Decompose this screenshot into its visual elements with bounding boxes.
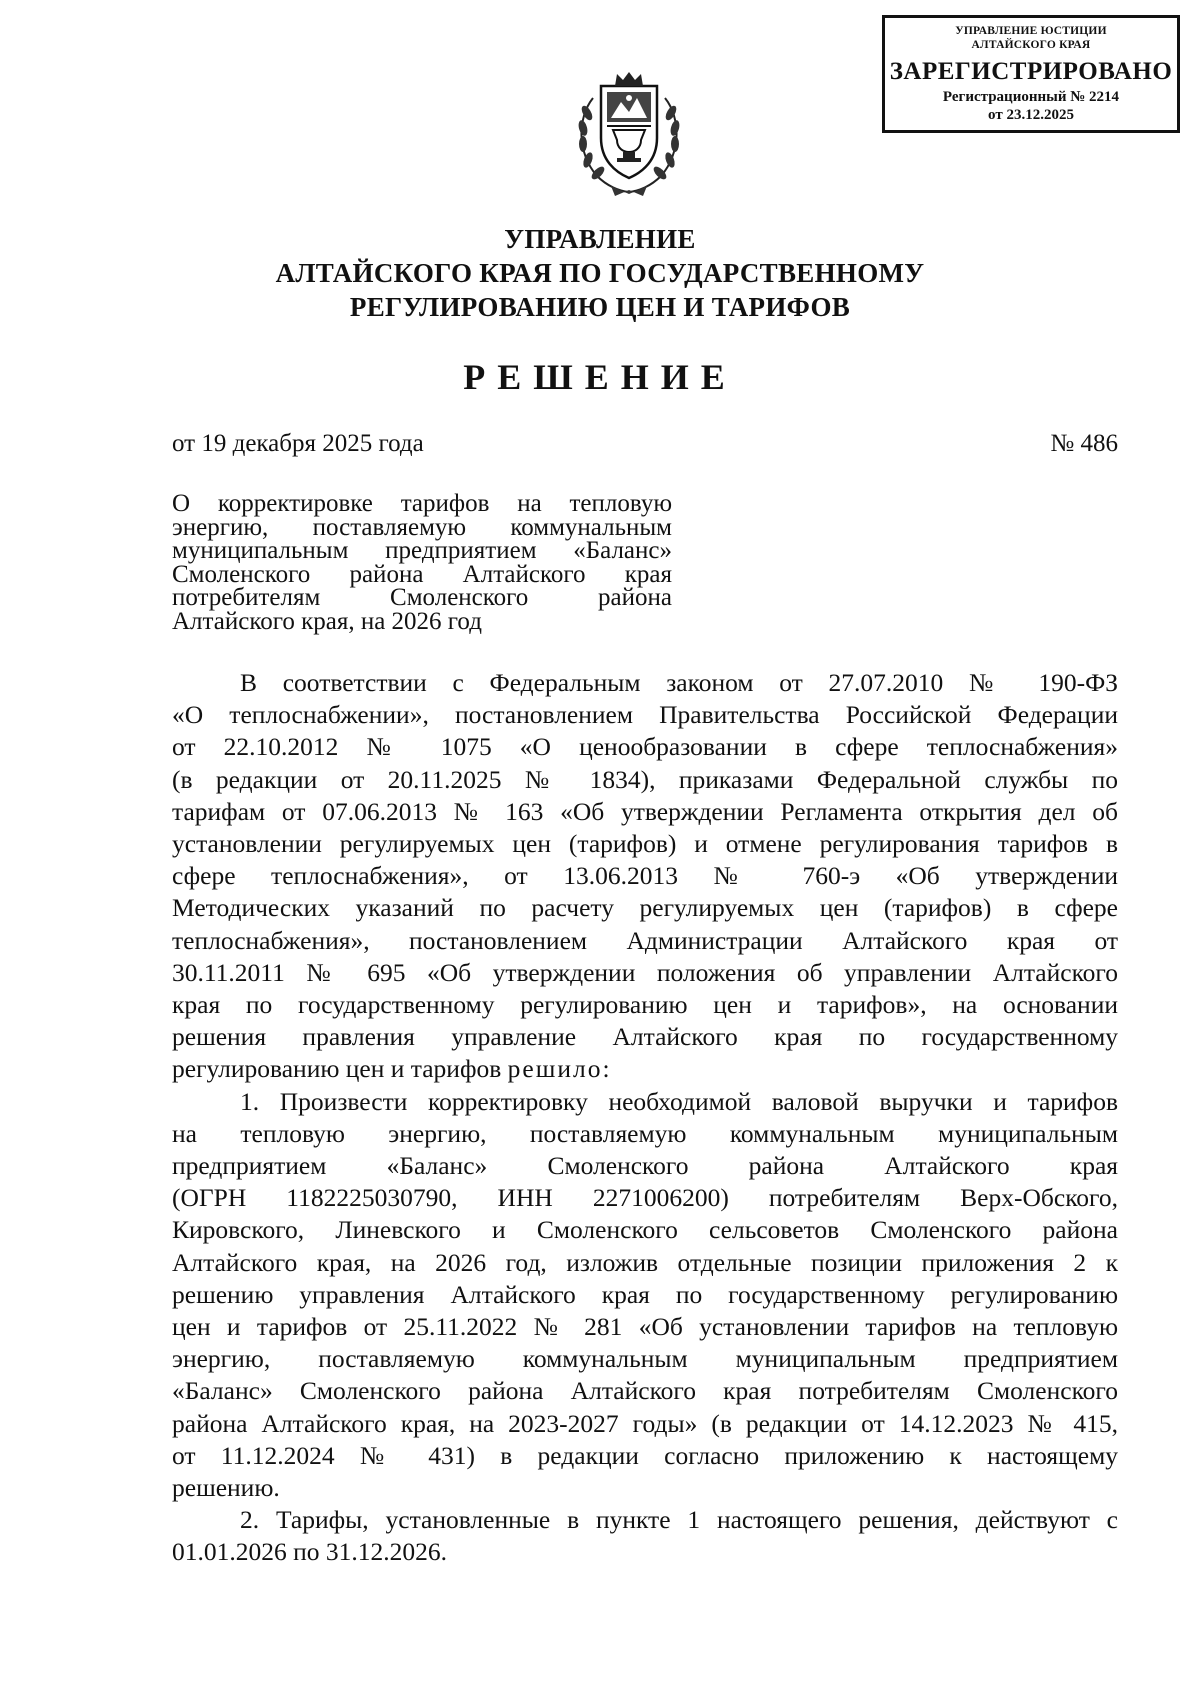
item1-line: от 11.12.2024 № 431) в редакции согласно приложению к настоящему	[172, 1440, 1118, 1470]
decision-body	[172, 667, 1118, 1569]
item1-line: энергию, поставляемую коммунальным муниципальным предприятием	[172, 1344, 1118, 1374]
preamble-line: Методических указаний по расчету регулируемых цен (тарифов) в сфере	[172, 893, 1118, 923]
authority-line1: УПРАВЛЕНИЕ	[504, 224, 696, 254]
item1-line: района Алтайского края, на 2023-2027 годы» (в редакции от 14.12.2023 № 415,	[172, 1408, 1118, 1438]
item1-line: 1. Произвести корректировку необходимой валовой выручки и тарифов	[240, 1086, 1118, 1116]
preamble-line: от 22.10.2012 № 1075 «О ценообразовании в сфере теплоснабжения»	[172, 732, 1118, 762]
item1-line: решению управления Алтайского края по государственному регулированию	[172, 1279, 1118, 1309]
stamp-registered-title: ЗАРЕГИСТРИРОВАНО	[889, 58, 1173, 85]
subject-line: Алтайского края, на 2026 год	[172, 607, 482, 635]
issuing-authority	[0, 222, 1200, 324]
subject-line: потребителям Смоленского района	[172, 584, 672, 611]
preamble-line: теплоснабжения», постановлением Администрации Алтайского края от	[172, 925, 1118, 955]
preamble-line: сфере теплоснабжения», от 13.06.2013 № 760-э «Об утверждении	[172, 861, 1118, 891]
preamble-line: «О теплоснабжении», постановлением Правительства Российской Федерации	[172, 700, 1118, 730]
decision-number: № 486	[1050, 430, 1118, 457]
preamble-last-line	[172, 1053, 1118, 1085]
decision-date: от 19 декабря 2025 года	[172, 430, 424, 457]
registration-stamp	[882, 15, 1180, 133]
preamble-line: В соответствии с Федеральным законом от 27.07.2010 № 190-ФЗ	[240, 668, 1118, 697]
item1-line: Кировского, Линевского и Смоленского сельсоветов Смоленского района	[172, 1215, 1118, 1245]
authority-line2: АЛТАЙСКОГО КРАЯ ПО ГОСУДАРСТВЕННОМУ	[275, 258, 925, 288]
item1-line: цен и тарифов от 25.11.2022 № 281 «Об установлении тарифов на тепловую	[172, 1312, 1118, 1342]
stamp-registration-number: Регистрационный № 2214	[942, 89, 1120, 105]
subject-line: Смоленского района Алтайского края	[172, 560, 672, 588]
subject-line: муниципальным предприятием «Баланс»	[172, 537, 672, 564]
preamble-line: решения правления управление Алтайского края по государственному	[172, 1022, 1118, 1052]
item1-line: предприятием «Баланс» Смоленского района Алтайского края	[172, 1151, 1118, 1181]
subject-line: энергию, поставляемую коммунальным	[172, 513, 672, 541]
item2-line: 2. Тарифы, установленные в пункте 1 настоящего решения, действуют с	[240, 1505, 1118, 1535]
decision-subject	[172, 492, 672, 633]
preamble-line: (в редакции от 20.11.2025 № 1834), приказами Федеральной службы по	[172, 764, 1118, 794]
document-type-title: РЕШЕНИЕ	[463, 357, 737, 397]
preamble-last-text: регулированию цен и тарифов	[172, 1054, 502, 1084]
item1-line: «Баланс» Смоленского района Алтайского края потребителям Смоленского	[172, 1376, 1118, 1406]
subject-line: О корректировке тарифов на тепловую	[172, 490, 672, 517]
authority-line3: РЕГУЛИРОВАНИЮ ЦЕН И ТАРИФОВ	[349, 292, 851, 322]
preamble-line: установлении регулируемых цен (тарифов) и отмене регулирования тарифов в	[172, 829, 1118, 859]
altai-krai-coat-of-arms-icon	[571, 68, 687, 198]
stamp-authority-line2: АЛТАЙСКОГО КРАЯ	[971, 39, 1091, 51]
stamp-authority-line1: УПРАВЛЕНИЕ ЮСТИЦИИ	[955, 25, 1107, 37]
item1-line: решению.	[172, 1473, 280, 1503]
decided-word: решило	[507, 1054, 603, 1084]
preamble-line: 30.11.2011 № 695 «Об утверждении положения об управлении Алтайского	[172, 957, 1118, 987]
stamp-registration-date: от 23.12.2025	[988, 107, 1074, 123]
item1-line: (ОГРН 1182225030790, ИНН 2271006200) потребителям Верх-Обского,	[172, 1183, 1118, 1213]
item2-line: 01.01.2026 по 31.12.2026.	[172, 1537, 448, 1567]
item1-line: на тепловую энергию, поставляемую коммунальным муниципальным	[172, 1118, 1118, 1148]
decided-colon: :	[602, 1054, 610, 1084]
item1-line: Алтайского края, на 2026 год, изложив отдельные позиции приложения 2 к	[172, 1247, 1118, 1277]
preamble-line: края по государственному регулированию цен и тарифов», на основании	[172, 990, 1118, 1020]
preamble-line: тарифам от 07.06.2013 № 163 «Об утверждении Регламента открытия дел об	[172, 796, 1118, 826]
